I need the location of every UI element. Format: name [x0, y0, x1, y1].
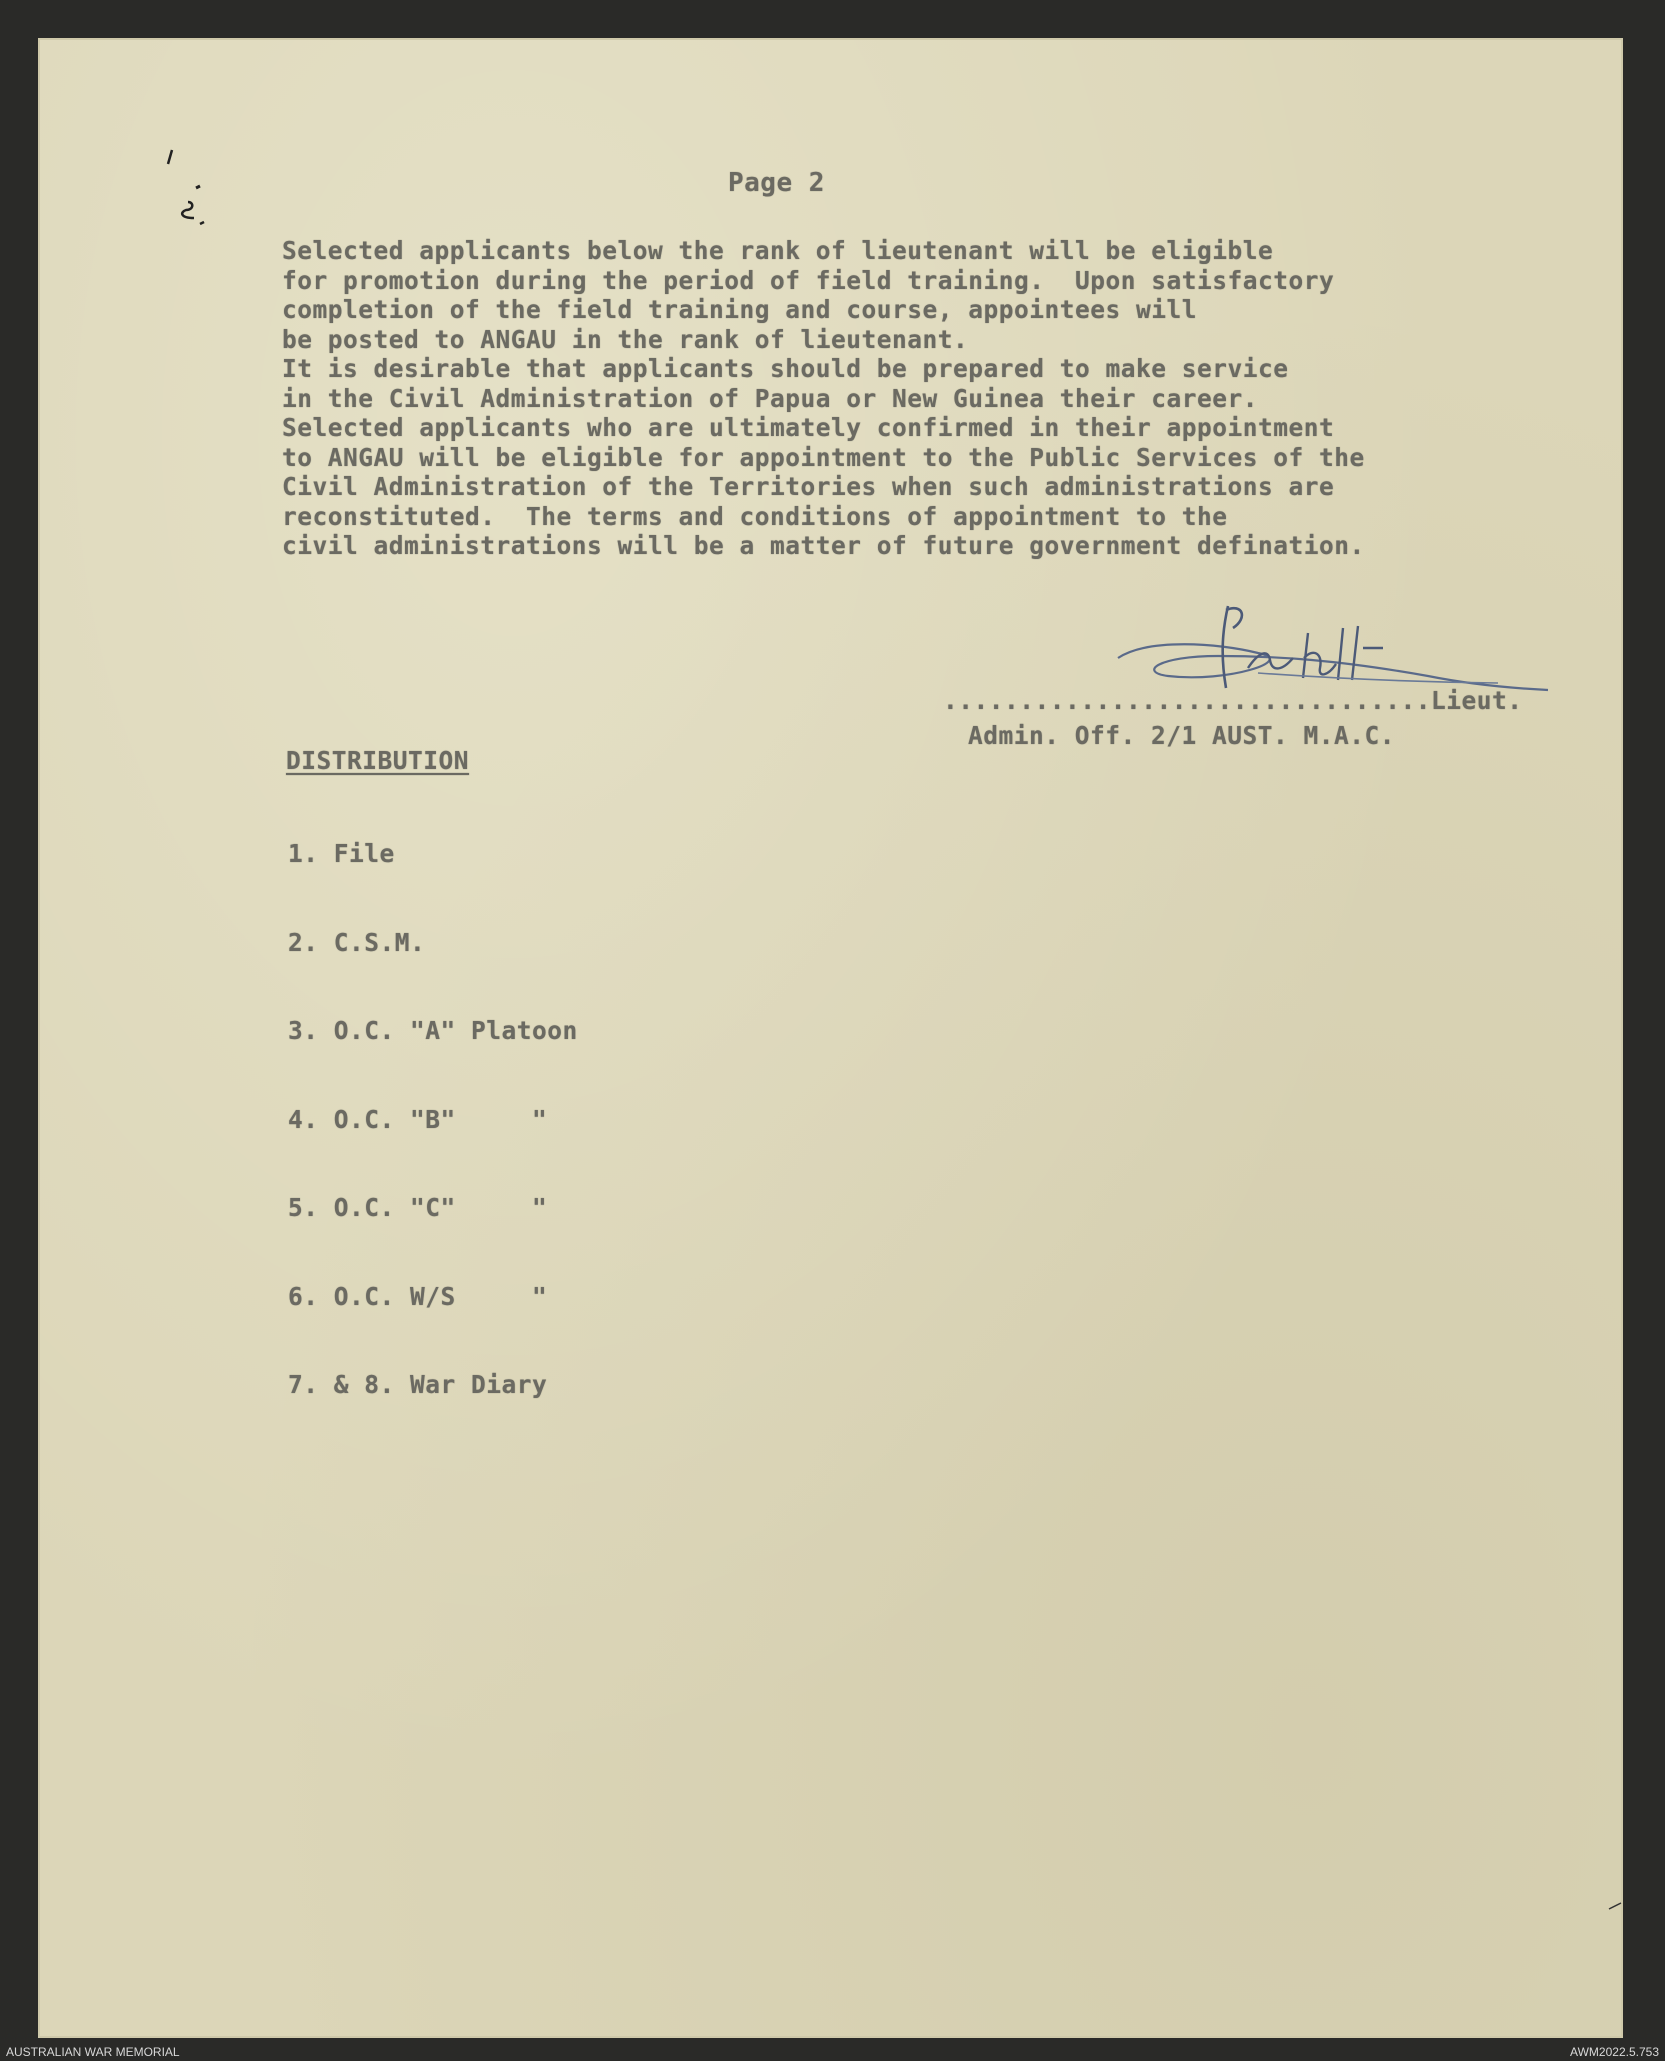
- distribution-list: [288, 780, 578, 1459]
- list-item: 2. C.S.M.: [288, 927, 426, 957]
- body-line: for promotion during the period of field training. Upon satisfactory: [282, 265, 1335, 295]
- list-item: 6. O.C. W/S ": [288, 1281, 548, 1311]
- body-line: reconstituted. The terms and conditions of appointment to the: [282, 501, 1228, 531]
- body-line: Selected applicants below the rank of lieutenant will be eligible: [282, 236, 1274, 265]
- body-line: civil administrations will be a matter of future government defination.: [282, 531, 1365, 560]
- signature-line: ................................Lieut.: [943, 686, 1523, 715]
- pencil-marks: [128, 106, 208, 236]
- list-item: 5. O.C. "C" ": [288, 1193, 548, 1222]
- footer-accession-number: AWM2022.5.753: [1570, 2045, 1659, 2059]
- body-line: Civil Administration of the Territories when such administrations are: [282, 472, 1335, 501]
- body-line: be posted to ANGAU in the rank of lieutenant.: [282, 324, 969, 354]
- body-text: [282, 236, 1642, 561]
- body-line: completion of the field training and course, appointees will: [282, 295, 1198, 324]
- body-line: Selected applicants who are ultimately confirmed in their appointment: [282, 413, 1335, 442]
- body-line: to ANGAU will be eligible for appointment to the Public Services of the: [282, 442, 1365, 472]
- pencil-mark: [1608, 1901, 1622, 1911]
- list-item: 4. O.C. "B" ": [288, 1104, 548, 1134]
- list-item: 7. & 8. War Diary: [288, 1370, 548, 1399]
- list-item: 1. File: [288, 839, 395, 868]
- body-line: It is desirable that applicants should be prepared to make service: [282, 354, 1289, 383]
- signatory-title: Admin. Off. 2/1 AUST. M.A.C.: [968, 721, 1396, 750]
- list-item: 3. O.C. "A" Platoon: [288, 1016, 578, 1045]
- footer-source: AUSTRALIAN WAR MEMORIAL: [6, 2045, 180, 2059]
- body-line: in the Civil Administration of Papua or New Guinea their career.: [282, 383, 1259, 413]
- document-page: [38, 38, 1623, 2038]
- page-number: Page 2: [728, 168, 825, 198]
- distribution-heading: DISTRIBUTION: [286, 746, 470, 775]
